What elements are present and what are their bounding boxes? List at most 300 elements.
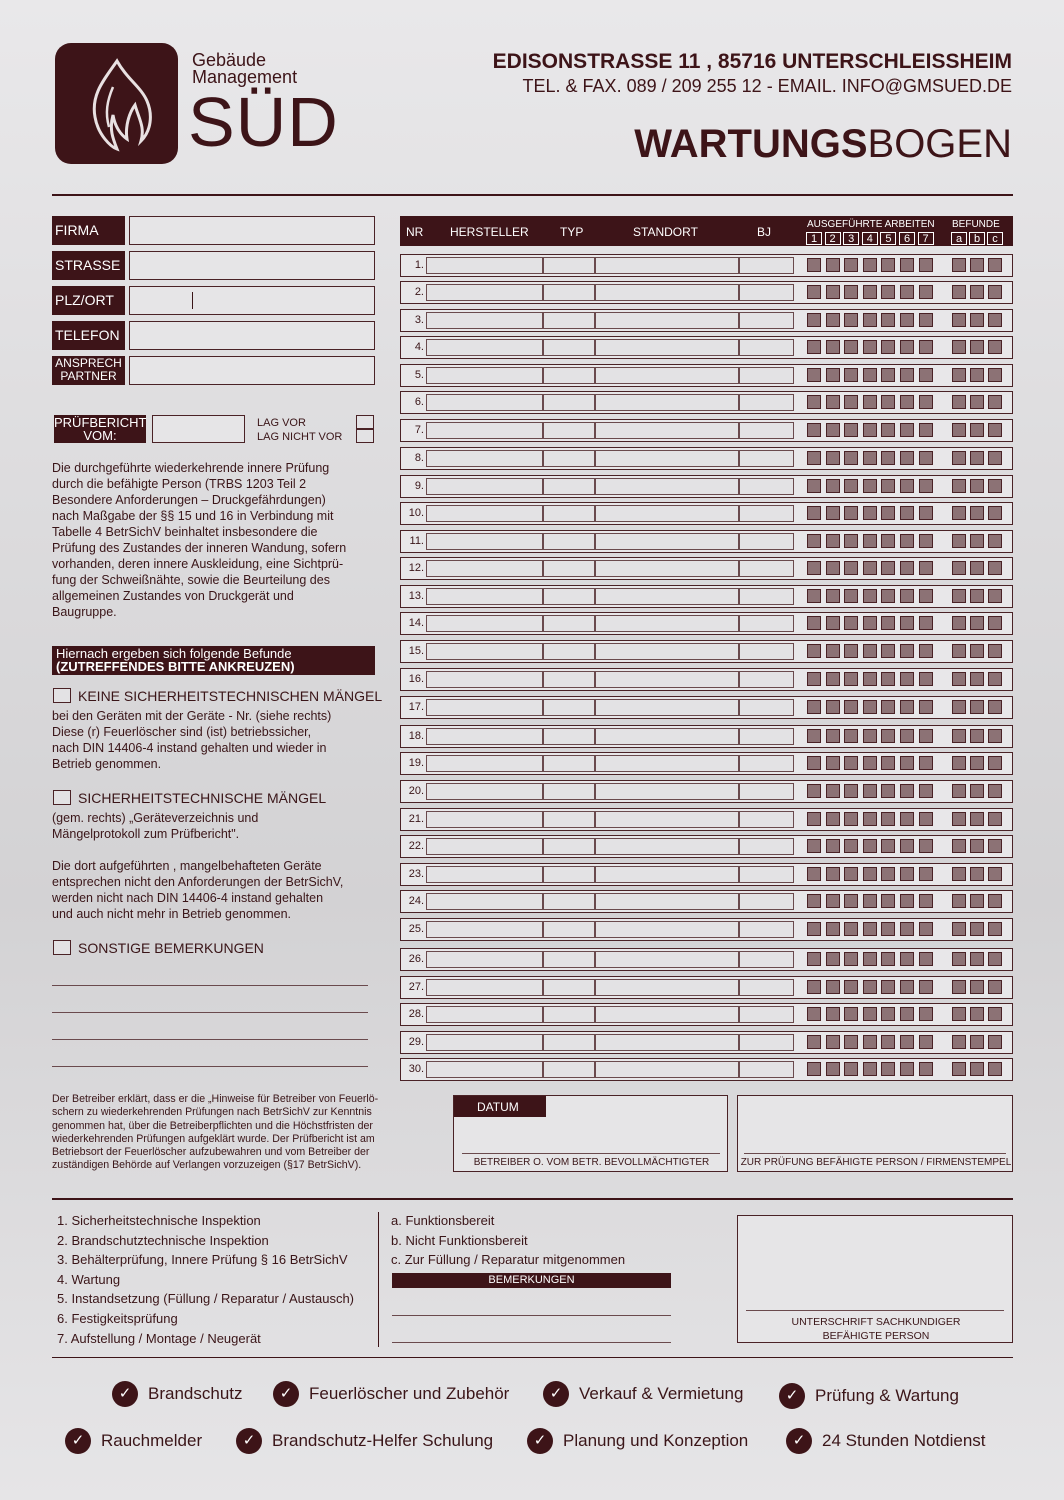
befunde-checkbox[interactable] [952,980,966,994]
typ-cell[interactable] [543,951,595,968]
bj-cell[interactable] [739,671,794,688]
keine-maengel-checkbox[interactable] [53,688,71,703]
bj-cell[interactable] [739,394,794,411]
arbeiten-checkbox[interactable] [844,313,858,327]
befunde-checkbox[interactable] [952,616,966,630]
befunde-checkbox[interactable] [952,700,966,714]
arbeiten-checkbox[interactable] [863,368,877,382]
hersteller-cell[interactable] [426,893,543,910]
befunde-checkbox[interactable] [952,867,966,881]
arbeiten-checkbox[interactable] [807,368,821,382]
arbeiten-checkbox[interactable] [826,395,840,409]
bj-cell[interactable] [739,1034,794,1051]
befunde-checkbox[interactable] [952,812,966,826]
arbeiten-checkbox[interactable] [844,534,858,548]
bj-cell[interactable] [739,367,794,384]
arbeiten-checkbox[interactable] [881,258,895,272]
arbeiten-checkbox[interactable] [900,479,914,493]
arbeiten-checkbox[interactable] [826,672,840,686]
arbeiten-checkbox[interactable] [881,756,895,770]
befunde-checkbox[interactable] [952,313,966,327]
befunde-checkbox[interactable] [970,867,984,881]
hersteller-cell[interactable] [426,643,543,660]
befunde-checkbox[interactable] [970,1062,984,1076]
arbeiten-checkbox[interactable] [900,784,914,798]
befunde-checkbox[interactable] [988,922,1002,936]
arbeiten-checkbox[interactable] [919,534,933,548]
arbeiten-checkbox[interactable] [881,672,895,686]
arbeiten-checkbox[interactable] [863,812,877,826]
befunde-checkbox[interactable] [952,839,966,853]
arbeiten-checkbox[interactable] [900,534,914,548]
arbeiten-checkbox[interactable] [826,980,840,994]
bemerkungen-line[interactable] [52,985,368,986]
arbeiten-checkbox[interactable] [807,784,821,798]
typ-cell[interactable] [543,921,595,938]
arbeiten-checkbox[interactable] [807,729,821,743]
befunde-checkbox[interactable] [970,700,984,714]
bj-cell[interactable] [739,312,794,329]
befunde-checkbox[interactable] [988,756,1002,770]
befunde-checkbox[interactable] [970,784,984,798]
bj-cell[interactable] [739,921,794,938]
standort-cell[interactable] [595,367,739,384]
arbeiten-checkbox[interactable] [807,756,821,770]
befunde-checkbox[interactable] [988,313,1002,327]
arbeiten-checkbox[interactable] [826,506,840,520]
typ-cell[interactable] [543,699,595,716]
befunde-checkbox[interactable] [952,561,966,575]
standort-cell[interactable] [595,450,739,467]
befunde-checkbox[interactable] [970,980,984,994]
hersteller-cell[interactable] [426,588,543,605]
arbeiten-checkbox[interactable] [844,285,858,299]
standort-cell[interactable] [595,979,739,996]
arbeiten-checkbox[interactable] [844,1062,858,1076]
arbeiten-checkbox[interactable] [919,867,933,881]
arbeiten-checkbox[interactable] [900,589,914,603]
befaehigte-person-box[interactable] [737,1095,1013,1172]
arbeiten-checkbox[interactable] [826,644,840,658]
befunde-checkbox[interactable] [970,534,984,548]
arbeiten-checkbox[interactable] [919,729,933,743]
typ-cell[interactable] [543,450,595,467]
strasse-input[interactable] [129,251,375,280]
arbeiten-checkbox[interactable] [881,729,895,743]
arbeiten-checkbox[interactable] [881,1035,895,1049]
arbeiten-checkbox[interactable] [900,839,914,853]
arbeiten-checkbox[interactable] [807,922,821,936]
arbeiten-checkbox[interactable] [844,867,858,881]
hersteller-cell[interactable] [426,367,543,384]
befunde-checkbox[interactable] [988,839,1002,853]
standort-cell[interactable] [595,783,739,800]
bj-cell[interactable] [739,505,794,522]
befunde-checkbox[interactable] [952,672,966,686]
standort-cell[interactable] [595,1034,739,1051]
arbeiten-checkbox[interactable] [881,644,895,658]
arbeiten-checkbox[interactable] [881,340,895,354]
arbeiten-checkbox[interactable] [863,395,877,409]
befunde-checkbox[interactable] [970,258,984,272]
arbeiten-checkbox[interactable] [900,812,914,826]
arbeiten-checkbox[interactable] [919,368,933,382]
arbeiten-checkbox[interactable] [919,839,933,853]
arbeiten-checkbox[interactable] [919,784,933,798]
befunde-checkbox[interactable] [970,616,984,630]
bj-cell[interactable] [739,643,794,660]
arbeiten-checkbox[interactable] [881,922,895,936]
hersteller-cell[interactable] [426,866,543,883]
arbeiten-checkbox[interactable] [919,756,933,770]
hersteller-cell[interactable] [426,257,543,274]
arbeiten-checkbox[interactable] [919,589,933,603]
arbeiten-checkbox[interactable] [900,729,914,743]
befunde-checkbox[interactable] [952,368,966,382]
befunde-checkbox[interactable] [952,340,966,354]
befunde-checkbox[interactable] [988,980,1002,994]
arbeiten-checkbox[interactable] [900,1007,914,1021]
arbeiten-checkbox[interactable] [807,700,821,714]
arbeiten-checkbox[interactable] [919,451,933,465]
standort-cell[interactable] [595,422,739,439]
befunde-checkbox[interactable] [952,952,966,966]
bemerkungen-line[interactable] [52,1066,368,1067]
arbeiten-checkbox[interactable] [807,812,821,826]
arbeiten-checkbox[interactable] [881,839,895,853]
arbeiten-checkbox[interactable] [919,1035,933,1049]
hersteller-cell[interactable] [426,422,543,439]
arbeiten-checkbox[interactable] [863,672,877,686]
befunde-checkbox[interactable] [970,1035,984,1049]
arbeiten-checkbox[interactable] [807,980,821,994]
arbeiten-checkbox[interactable] [826,451,840,465]
arbeiten-checkbox[interactable] [863,423,877,437]
arbeiten-checkbox[interactable] [844,1035,858,1049]
arbeiten-checkbox[interactable] [826,258,840,272]
bj-cell[interactable] [739,339,794,356]
arbeiten-checkbox[interactable] [881,1007,895,1021]
bj-cell[interactable] [739,728,794,745]
arbeiten-checkbox[interactable] [900,644,914,658]
befunde-checkbox[interactable] [988,729,1002,743]
arbeiten-checkbox[interactable] [881,867,895,881]
arbeiten-checkbox[interactable] [826,423,840,437]
arbeiten-checkbox[interactable] [900,340,914,354]
befunde-checkbox[interactable] [970,812,984,826]
bj-cell[interactable] [739,893,794,910]
arbeiten-checkbox[interactable] [807,258,821,272]
standort-cell[interactable] [595,560,739,577]
typ-cell[interactable] [543,671,595,688]
plz-input[interactable] [129,286,375,315]
arbeiten-checkbox[interactable] [863,616,877,630]
arbeiten-checkbox[interactable] [881,368,895,382]
standort-cell[interactable] [595,284,739,301]
befunde-checkbox[interactable] [970,589,984,603]
arbeiten-checkbox[interactable] [863,258,877,272]
arbeiten-checkbox[interactable] [900,922,914,936]
arbeiten-checkbox[interactable] [919,616,933,630]
befunde-checkbox[interactable] [970,506,984,520]
typ-cell[interactable] [543,505,595,522]
arbeiten-checkbox[interactable] [844,479,858,493]
befunde-checkbox[interactable] [952,756,966,770]
standort-cell[interactable] [595,588,739,605]
arbeiten-checkbox[interactable] [807,672,821,686]
bj-cell[interactable] [739,478,794,495]
arbeiten-checkbox[interactable] [807,340,821,354]
befunde-checkbox[interactable] [988,616,1002,630]
hersteller-cell[interactable] [426,728,543,745]
standort-cell[interactable] [595,866,739,883]
arbeiten-checkbox[interactable] [807,839,821,853]
arbeiten-checkbox[interactable] [807,644,821,658]
standort-cell[interactable] [595,671,739,688]
hersteller-cell[interactable] [426,921,543,938]
bj-cell[interactable] [739,588,794,605]
arbeiten-checkbox[interactable] [881,395,895,409]
arbeiten-checkbox[interactable] [826,589,840,603]
befunde-checkbox[interactable] [952,1062,966,1076]
standort-cell[interactable] [595,838,739,855]
arbeiten-checkbox[interactable] [844,922,858,936]
arbeiten-checkbox[interactable] [919,340,933,354]
arbeiten-checkbox[interactable] [826,534,840,548]
typ-cell[interactable] [543,893,595,910]
standort-cell[interactable] [595,533,739,550]
hersteller-cell[interactable] [426,615,543,632]
bj-cell[interactable] [739,811,794,828]
bemerkungen-line[interactable] [52,1012,368,1013]
befunde-checkbox[interactable] [952,589,966,603]
befunde-checkbox[interactable] [952,395,966,409]
befunde-checkbox[interactable] [988,340,1002,354]
arbeiten-checkbox[interactable] [881,285,895,299]
arbeiten-checkbox[interactable] [844,1007,858,1021]
typ-cell[interactable] [543,866,595,883]
standort-cell[interactable] [595,951,739,968]
standort-cell[interactable] [595,478,739,495]
arbeiten-checkbox[interactable] [826,894,840,908]
befunde-checkbox[interactable] [988,258,1002,272]
standort-cell[interactable] [595,257,739,274]
bj-cell[interactable] [739,533,794,550]
typ-cell[interactable] [543,367,595,384]
arbeiten-checkbox[interactable] [900,700,914,714]
arbeiten-checkbox[interactable] [863,729,877,743]
arbeiten-checkbox[interactable] [900,506,914,520]
arbeiten-checkbox[interactable] [807,451,821,465]
befunde-checkbox[interactable] [952,894,966,908]
befunde-checkbox[interactable] [970,313,984,327]
bemerkungen-line[interactable] [392,1342,671,1343]
hersteller-cell[interactable] [426,951,543,968]
arbeiten-checkbox[interactable] [863,700,877,714]
befunde-checkbox[interactable] [988,644,1002,658]
bj-cell[interactable] [739,450,794,467]
bj-cell[interactable] [739,422,794,439]
arbeiten-checkbox[interactable] [844,952,858,966]
befunde-checkbox[interactable] [988,1007,1002,1021]
arbeiten-checkbox[interactable] [919,894,933,908]
arbeiten-checkbox[interactable] [900,1062,914,1076]
arbeiten-checkbox[interactable] [863,589,877,603]
arbeiten-checkbox[interactable] [863,952,877,966]
arbeiten-checkbox[interactable] [863,867,877,881]
befunde-checkbox[interactable] [970,479,984,493]
arbeiten-checkbox[interactable] [807,952,821,966]
befunde-checkbox[interactable] [970,395,984,409]
hersteller-cell[interactable] [426,699,543,716]
typ-cell[interactable] [543,560,595,577]
bj-cell[interactable] [739,257,794,274]
arbeiten-checkbox[interactable] [844,812,858,826]
befunde-checkbox[interactable] [988,451,1002,465]
arbeiten-checkbox[interactable] [844,729,858,743]
arbeiten-checkbox[interactable] [844,368,858,382]
arbeiten-checkbox[interactable] [900,1035,914,1049]
typ-cell[interactable] [543,588,595,605]
befunde-checkbox[interactable] [970,894,984,908]
arbeiten-checkbox[interactable] [844,616,858,630]
arbeiten-checkbox[interactable] [881,561,895,575]
arbeiten-checkbox[interactable] [826,756,840,770]
arbeiten-checkbox[interactable] [807,423,821,437]
arbeiten-checkbox[interactable] [881,589,895,603]
arbeiten-checkbox[interactable] [807,1035,821,1049]
befunde-checkbox[interactable] [988,867,1002,881]
standort-cell[interactable] [595,893,739,910]
arbeiten-checkbox[interactable] [844,839,858,853]
arbeiten-checkbox[interactable] [919,1062,933,1076]
befunde-checkbox[interactable] [970,451,984,465]
arbeiten-checkbox[interactable] [826,784,840,798]
typ-cell[interactable] [543,1006,595,1023]
arbeiten-checkbox[interactable] [900,423,914,437]
befunde-checkbox[interactable] [970,340,984,354]
arbeiten-checkbox[interactable] [826,729,840,743]
arbeiten-checkbox[interactable] [826,1035,840,1049]
bj-cell[interactable] [739,755,794,772]
bemerkungen-line[interactable] [52,1039,368,1040]
befunde-checkbox[interactable] [970,672,984,686]
arbeiten-checkbox[interactable] [807,285,821,299]
arbeiten-checkbox[interactable] [807,534,821,548]
typ-cell[interactable] [543,979,595,996]
arbeiten-checkbox[interactable] [881,784,895,798]
standort-cell[interactable] [595,615,739,632]
arbeiten-checkbox[interactable] [881,980,895,994]
arbeiten-checkbox[interactable] [919,672,933,686]
typ-cell[interactable] [543,811,595,828]
arbeiten-checkbox[interactable] [863,839,877,853]
hersteller-cell[interactable] [426,312,543,329]
arbeiten-checkbox[interactable] [826,839,840,853]
bj-cell[interactable] [739,951,794,968]
standort-cell[interactable] [595,921,739,938]
bj-cell[interactable] [739,615,794,632]
befunde-checkbox[interactable] [988,506,1002,520]
typ-cell[interactable] [543,1061,595,1078]
arbeiten-checkbox[interactable] [844,644,858,658]
arbeiten-checkbox[interactable] [919,258,933,272]
befunde-checkbox[interactable] [988,1062,1002,1076]
arbeiten-checkbox[interactable] [900,451,914,465]
arbeiten-checkbox[interactable] [826,922,840,936]
arbeiten-checkbox[interactable] [900,616,914,630]
befunde-checkbox[interactable] [988,784,1002,798]
arbeiten-checkbox[interactable] [844,506,858,520]
standort-cell[interactable] [595,755,739,772]
bemerkungen-checkbox[interactable] [53,940,71,955]
bj-cell[interactable] [739,284,794,301]
befunde-checkbox[interactable] [988,700,1002,714]
befunde-checkbox[interactable] [952,922,966,936]
arbeiten-checkbox[interactable] [826,867,840,881]
befunde-checkbox[interactable] [988,1035,1002,1049]
arbeiten-checkbox[interactable] [826,313,840,327]
arbeiten-checkbox[interactable] [807,479,821,493]
befunde-checkbox[interactable] [970,756,984,770]
standort-cell[interactable] [595,811,739,828]
arbeiten-checkbox[interactable] [844,451,858,465]
typ-cell[interactable] [543,284,595,301]
arbeiten-checkbox[interactable] [919,812,933,826]
maengel-checkbox[interactable] [53,790,71,805]
arbeiten-checkbox[interactable] [844,756,858,770]
befunde-checkbox[interactable] [970,1007,984,1021]
befunde-checkbox[interactable] [970,423,984,437]
befunde-checkbox[interactable] [952,258,966,272]
arbeiten-checkbox[interactable] [807,561,821,575]
typ-cell[interactable] [543,257,595,274]
befunde-checkbox[interactable] [970,729,984,743]
arbeiten-checkbox[interactable] [919,395,933,409]
arbeiten-checkbox[interactable] [919,1007,933,1021]
arbeiten-checkbox[interactable] [807,395,821,409]
arbeiten-checkbox[interactable] [881,423,895,437]
arbeiten-checkbox[interactable] [919,700,933,714]
arbeiten-checkbox[interactable] [919,922,933,936]
bj-cell[interactable] [739,783,794,800]
arbeiten-checkbox[interactable] [826,700,840,714]
arbeiten-checkbox[interactable] [844,340,858,354]
befunde-checkbox[interactable] [952,1035,966,1049]
hersteller-cell[interactable] [426,284,543,301]
telefon-input[interactable] [129,321,375,350]
arbeiten-checkbox[interactable] [844,700,858,714]
typ-cell[interactable] [543,643,595,660]
typ-cell[interactable] [543,755,595,772]
typ-cell[interactable] [543,312,595,329]
arbeiten-checkbox[interactable] [844,894,858,908]
arbeiten-checkbox[interactable] [826,1007,840,1021]
arbeiten-checkbox[interactable] [807,313,821,327]
hersteller-cell[interactable] [426,783,543,800]
arbeiten-checkbox[interactable] [844,561,858,575]
befunde-checkbox[interactable] [988,479,1002,493]
hersteller-cell[interactable] [426,478,543,495]
typ-cell[interactable] [543,615,595,632]
arbeiten-checkbox[interactable] [863,894,877,908]
befunde-checkbox[interactable] [988,812,1002,826]
arbeiten-checkbox[interactable] [863,506,877,520]
arbeiten-checkbox[interactable] [919,479,933,493]
befunde-checkbox[interactable] [952,506,966,520]
hersteller-cell[interactable] [426,755,543,772]
bj-cell[interactable] [739,979,794,996]
